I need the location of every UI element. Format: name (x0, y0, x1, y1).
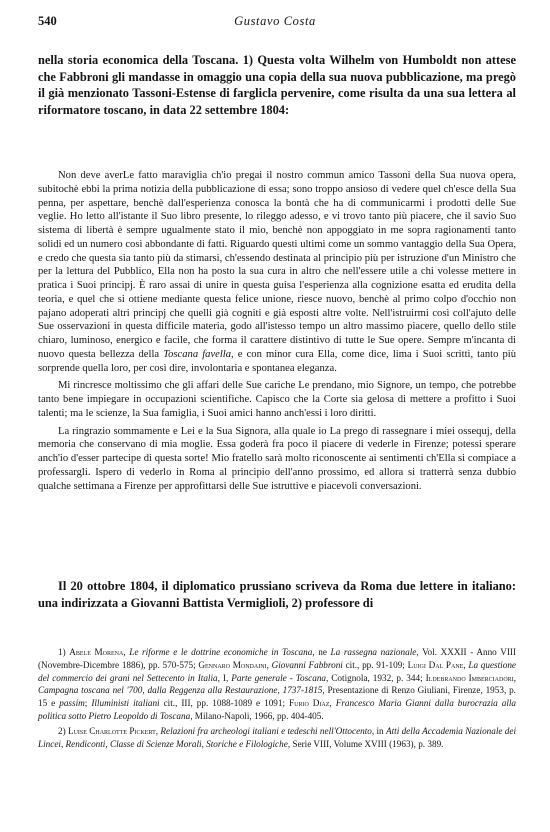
lead-paragraph: nella storia economica della Toscana. 1) Questa volta Wilhelm von Humboldt non attese che Fabbroni gli mandasse in omaggio una copia della sua nuova pubblicazione, ma pregò il già menzionato Tassoni-Estense di farglicla pervenire, come risulta da una sua lettera al riformatore toscano, in data 22 settembre 1804: (38, 53, 516, 117)
quote-paragraph-1 (38, 169, 516, 375)
footnote-2: 2) Luise Charlotte Pickert, Relazioni fra archeologi italiani e tedeschi nell'Ottocento, in Atti della Accademia Nazionale dei Lincei, Rendiconti, Classe di Scienze Morali, Storiche e Filologiche, Serie VIII, Volume XVIII (1963), p. 389. (38, 725, 517, 749)
footnote-2-marker: 2) (58, 725, 66, 736)
quote-p1-end: , e con minor cura Ella, come dice, lima i Suoi scritti, tanto più sorprende quella loro, per così dire, involontaria e spontanea eleganza. (38, 348, 516, 374)
closing-paragraph: Il 20 ottobre 1804, il diplomatico prussiano scriveva da Roma due lettere in italiano: una indirizzata a Giovanni Battista Vermiglioli, 2) professore di (38, 579, 516, 610)
footnote-1: 1) Abele Morena, Le riforme e le dottrine economiche in Toscana, ne La rassegna nazionale, Vol. XXXII - Anno VIII (Novembre-Dicembre 1886), pp. 570-575; Gennaro Mondaini, Giovanni Fabbroni cit., pp. 91-109; Luigi Dal Pane, La questione del commercio dei grani nel Settecento in Italia, I, Parte generale - Toscana, Cotignola, 1932, p. 344; Ildebrando Imberciadori, Campagna toscana nel '700, dalla Reggenza alla Restaurazione, 1737-1815, Presentazione di Renzo Giuliani, Firenze, 1953, p. 15 e passim; Illuministi italiani cit., III, pp. 1088-1089 e 1091; Furio Diaz, Francesco Maria Gianni dalla burocrazia alla politica sotto Pietro Leopoldo di Toscana, Milano-Napoli, 1966, pp. 404-405. (38, 647, 517, 721)
fn1-author-a: Abele Morena (69, 647, 124, 657)
fn1-rest-f: , Milano-Napoli, 1966, pp. 404-405. (190, 710, 324, 721)
running-author: Gustavo Costa (234, 14, 316, 28)
fn1-rest-e: cit., III, pp. 1088-1089 e 1091; (163, 698, 286, 709)
fn1-author-f: Furio Diaz (289, 698, 330, 709)
fn1-rest-b: cit., pp. 91-109; (345, 659, 405, 670)
fn1-author-c: Luigi Dal Pane (407, 659, 464, 670)
quote-p1-text: Non deve averLe fatto maraviglia ch'io pregai il nostro commun amico Tassoni della Sua nuova opera, subitochè ebbi la prima notizia della pubblicazione di essa; sono troppo ansioso di vedere quel ch'esce della Sua penna, per aspettare, benchè dall'esperienza conosca la bontà che ha di communicarmi i prodotti delle Sue veglie. Ho letto all'istante il Suo libro presente, lo rileggo adesso, e vi trovo tanto più piacere, che il savio Suo sistema di libertà è sempre ugualmente stato il mio, benchè non appoggiato in me sopra ragionamenti tanto solidi ed un numero così abbondante di fatti. Riguardo questi ultimi come un sommo vantaggio della Sua Opera, e credo che questa sia tanto più da stimarsi, ch'essendo destinata al principio più per istruzione d'un Ministro che per la lettura del Pubblico, Ella non ha posto la sua cura in altro che nell'essere utile a chi volesse mettere in pratica i Suoi principj. È raro assai di unire in questa guisa l'esperienza alla cognizione esatta ed erudita della teoria, e quel che si ottiene mediante questa felice unione, riesce nuovo, benchè al primo colpo d'occhio non pajano adoperati altri principj che quelli già cogniti e già esposti altre volte. Nell'istruirmi così coll'ajuto delle Sue osservazioni in questa difficile materia, godo all'istesso tempo un altro massimo piacere, quello dello stile chiaro, luminoso, energico e facile, che forma il carattere distintivo di tutte le Sue opere. Sempre m'incanta di nuovo questa bellezza della (38, 170, 516, 360)
fn1-title-e: Illuministi italiani (91, 698, 160, 709)
running-head (38, 14, 512, 34)
fn1-author-b: Gennaro Mondaini (198, 659, 267, 670)
fn1-rest-c: , I, (217, 672, 229, 683)
fn1-title-f: Francesco Maria Gianni dalla burocrazia alla politica sotto Pietro Leopoldo di Toscana (38, 698, 517, 721)
page-number: 540 (38, 14, 57, 28)
fn2-title: Relazioni fra archeologi italiani e tedeschi nell'Ottocento (160, 725, 372, 736)
fn2-rest: , Serie VIII, Volume XVIII (1963), p. 389. (287, 738, 444, 749)
fn1-mid-a: , ne (312, 647, 327, 657)
fn1-semicolon-d: ; (84, 698, 88, 709)
quote-p1-italic: Toscana favella (163, 348, 232, 360)
fn2-mid: , in (371, 725, 384, 736)
fn1-title-b: Giovanni Fabbroni (271, 659, 343, 670)
quote-paragraph-3: La ringrazio sommamente e Lei e la Sua Signora, alla quale io La prego di rassegnare i miei ossequj, della memoria che conservano di mia moglie. Essa goderà fra poco il piacere di vederle in Firenze; potessi sperare anch'io d'esser partecipe di questa sorte! Mio fratello sarà molto riconoscente ai sentimenti ch'Ella si compiace a professargli. Ispero di vederlo in Roma al principio dell'anno prossimo, ed allora si tratterrà senza dubbio qualche settimana a Firenze per approfittarsi delle Sue istruttive e piacevoli conversazioni. (38, 425, 516, 492)
fn2-author: Luise Charlotte Pickert (67, 725, 156, 736)
quote-paragraph-2: Mi rincresce moltissimo che gli affari delle Sue cariche Le prendano, mio Signore, un tempo, che potrebbe tanto bene impiegare in occupazioni scientifiche. Capisco che la Corte sia gelosa di mettere a profitto i Suoi talenti; ma le scienze, la Sua famiglia, i Suoi amici hanno anch'essi i loro diritti. (38, 380, 516, 419)
fn1-title-a: Le riforme e le dottrine economiche in Toscana (129, 647, 313, 657)
fn1-author-d: Ildebrando Imberciadori (425, 672, 514, 683)
fn1-rest2-c: , Cotignola, 1932, p. 344; (326, 672, 423, 683)
footnotes (38, 646, 516, 752)
fn2-journal: Atti della Accademia Nazionale dei Lincei, Rendiconti, Classe di Scienze Morali, Storiche e Filologiche (38, 725, 517, 749)
fn1-title-c: La questione del commercio dei grani nel Settecento in Italia (38, 659, 517, 683)
letter-quotation (38, 169, 516, 493)
fn1-rest-a: , Vol. XXXII - Anno VIII (Novembre-Dicembre 1886), pp. 570-575; (38, 647, 517, 670)
fn1-passim-d: passim (59, 698, 85, 709)
fn1-part-c: Parte generale - Toscana (231, 672, 327, 683)
fn1-title-d: Campagna toscana nel '700, dalla Reggenza alla Restaurazione, 1737-1815 (38, 685, 323, 696)
fn1-journal-a: La rassegna nazionale (330, 647, 417, 657)
fn1-rest-d: , Presentazione di Renzo Giuliani, Firenze, 1953, p. 15 e (38, 685, 516, 709)
footnote-1-marker: 1) (58, 647, 66, 657)
